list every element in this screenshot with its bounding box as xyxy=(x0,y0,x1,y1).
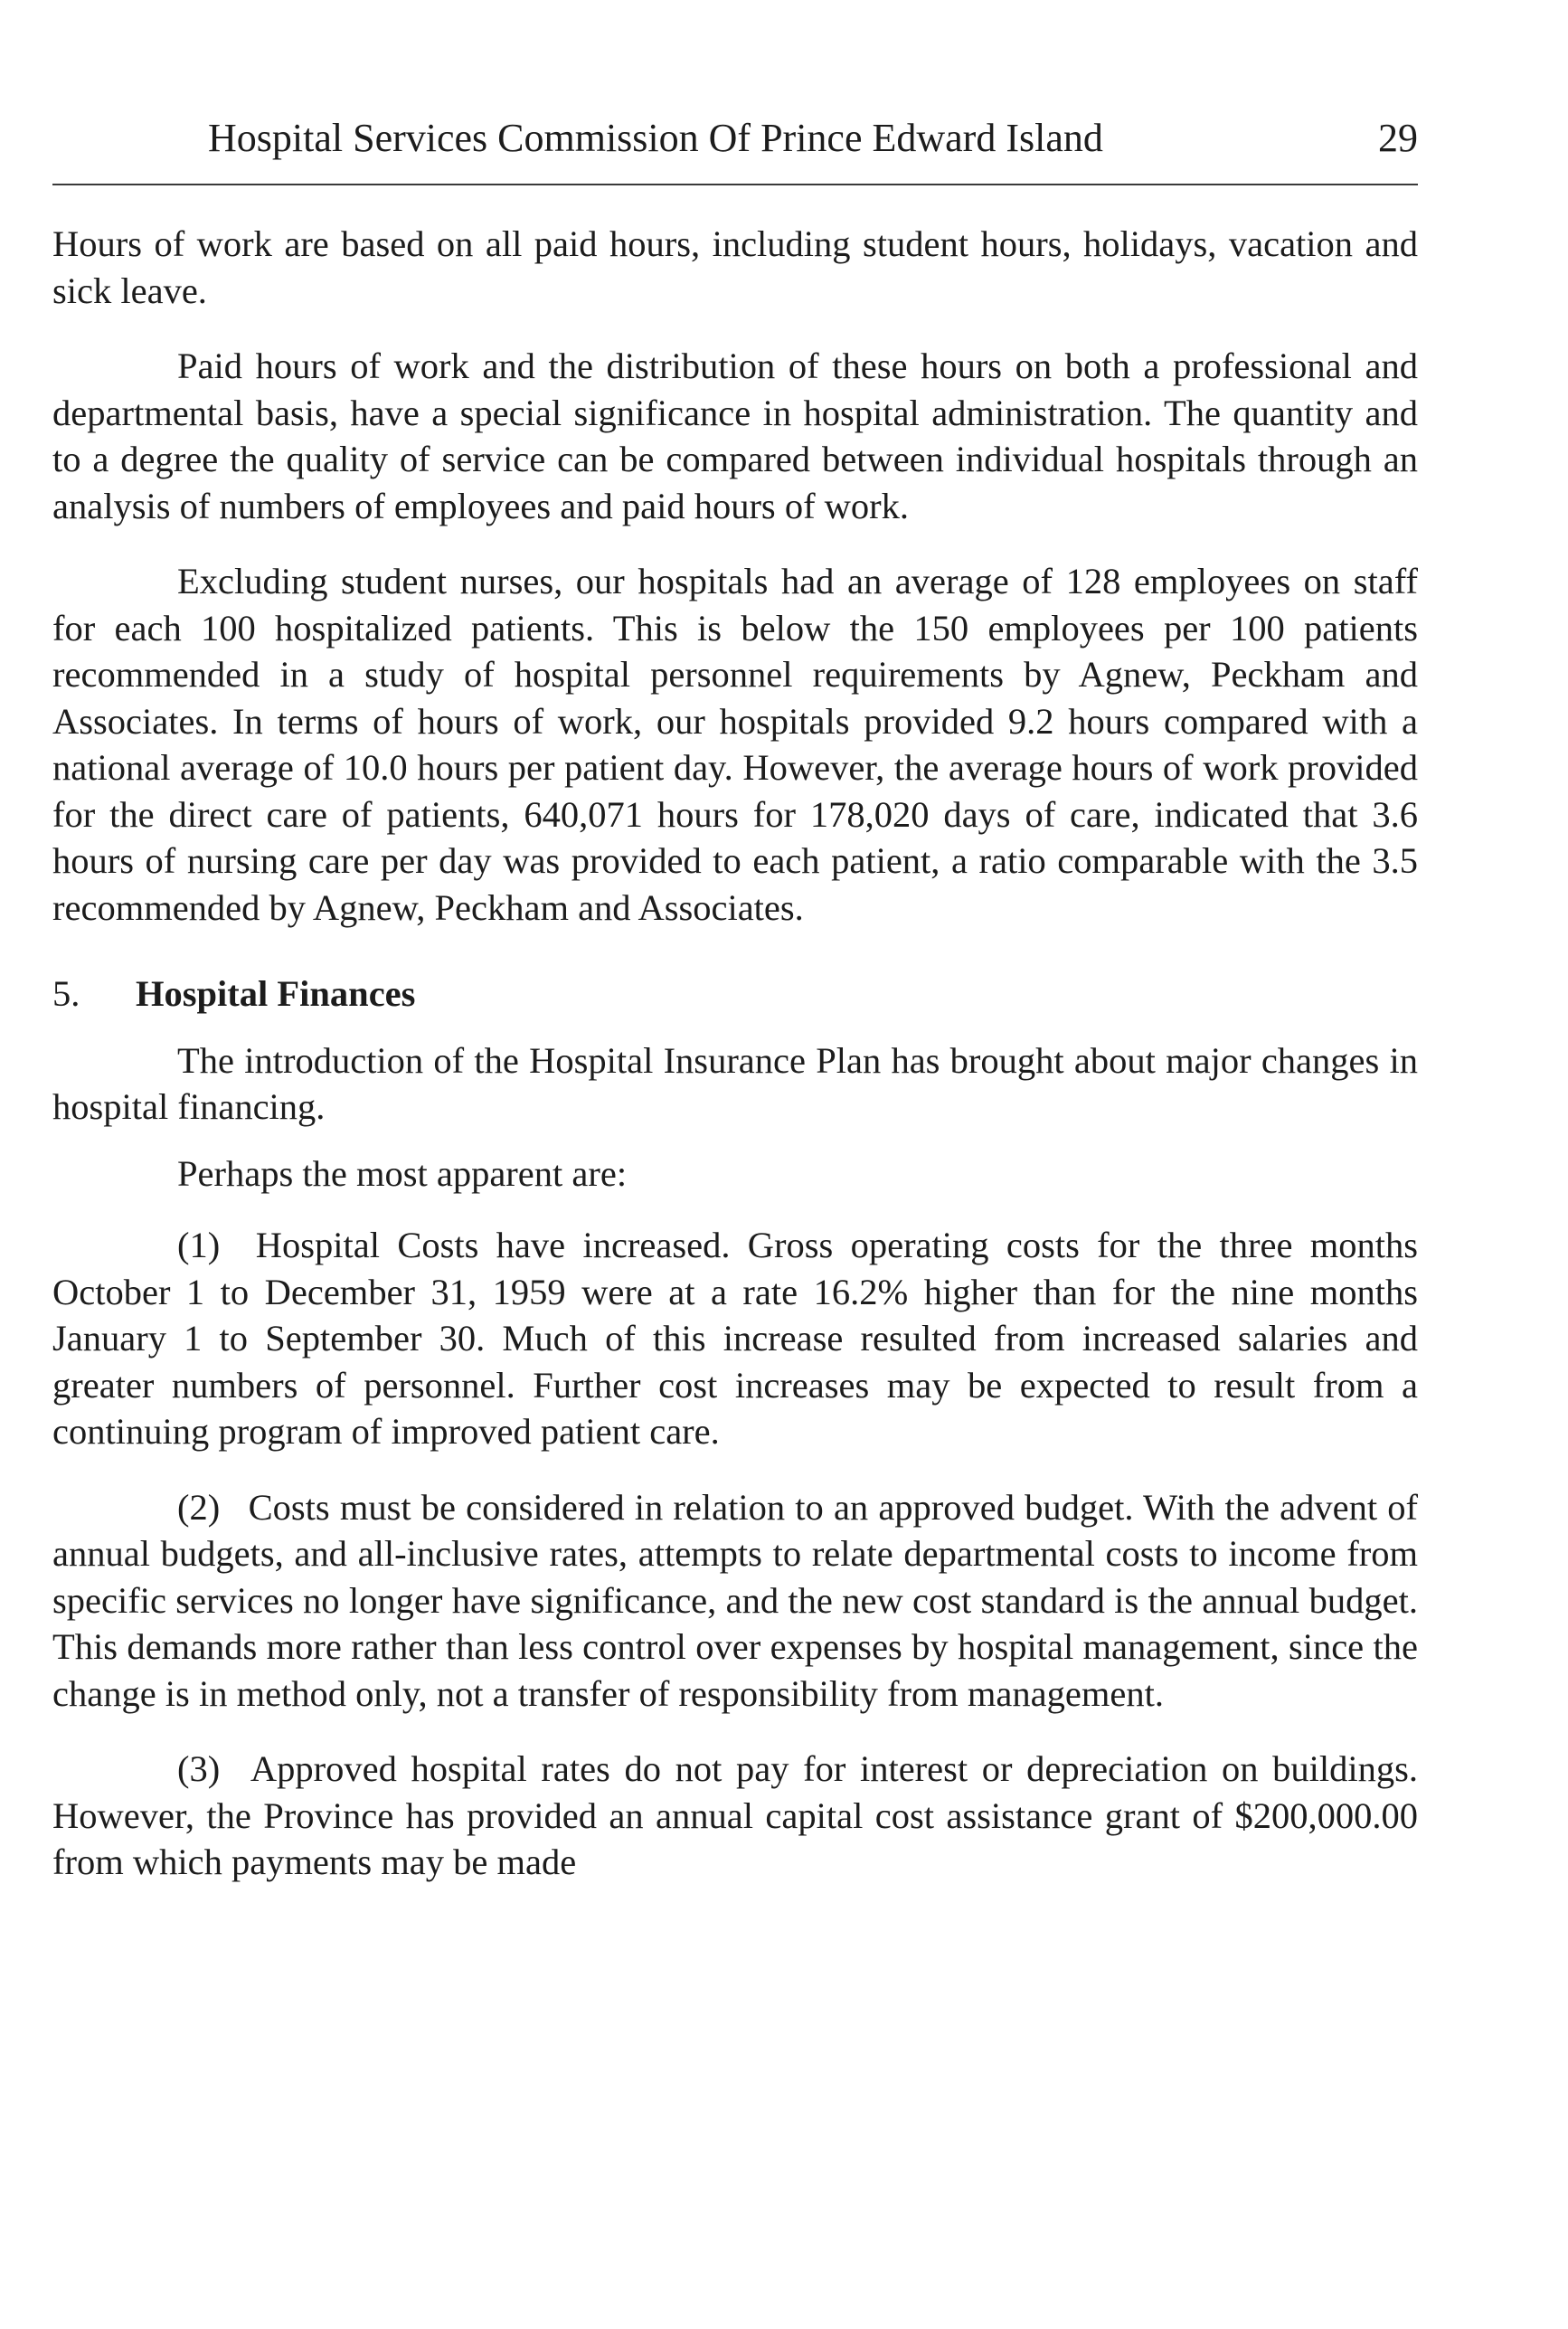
section-heading xyxy=(52,970,1418,1018)
running-title: Hospital Services Commission Of Prince Edward Island xyxy=(208,116,1103,160)
list-item-approved-budget: (2) Costs must be considered in relation to an approved budget. With the advent of annual budgets, and all-inclusive rates, attempts to relate departmental costs to income from specific services no longer have significance, and the new cost standard is the annual budget. This demands more rather than less control over expenses by hospital management, since the change is in method only, not a transfer of responsibility from management. xyxy=(52,1486,1418,1714)
list-item-approved-rates: (3) Approved hospital rates do not pay for interest or depreciation on buildings. However, the Province has provided an annual capital cost assistance grant of $200,000.00 from which payments may be made xyxy=(52,1748,1418,1882)
paragraph-paid-hours: Paid hours of work and the distribution of these hours on both a professional and departmental basis, have a special significance in hospital administration. The quantity and to a degree the quality of service can be compared between individual hospitals through an analysis of numbers of employees and paid hours of work. xyxy=(52,346,1418,526)
header-rule xyxy=(52,184,1418,185)
section-number: 5. xyxy=(52,973,80,1014)
paragraph-finances-intro: The introduction of the Hospital Insurance Plan has brought about major changes in hospital financing. xyxy=(52,1039,1418,1127)
section-title: Hospital Finances xyxy=(136,973,416,1014)
paragraph-hours-of-work: Hours of work are based on all paid hours, including student hours, holidays, vacation and sick leave. xyxy=(52,223,1418,311)
page-number: 29 xyxy=(1378,116,1418,160)
paragraph-finances-lead: Perhaps the most apparent are: xyxy=(177,1152,628,1194)
list-item-hospital-costs: (1) Hospital Costs have increased. Gross operating costs for the three months October 1 to December 31, 1959 were at a rate 16.2% higher than for the nine months January 1 to September 30. Much of this increase resulted from increased salaries and greater numbers of personnel. Further cost increases may be expected to result from a continuing program of improved patient care. xyxy=(52,1225,1418,1452)
body-text xyxy=(52,221,1418,1886)
paragraph-staffing-ratios: Excluding student nurses, our hospitals had an average of 128 employees on staff for each 100 hospitalized patients. This is below the 150 employees per 100 patients recommended in a study of hospital personnel requirements by Agnew, Peckham and Associates. In terms of hours of work, our hospitals provided 9.2 hours compared with a national average of 10.0 hours per patient day. However, the average hours of work provided for the direct care of patients, 640,071 hours for 178,020 days of care, indicated that 3.6 hours of nursing care per day was provided to each patient, a ratio comparable with the 3.5 recommended by Agnew, Peckham and Associates. xyxy=(52,561,1418,928)
running-header xyxy=(52,107,1418,170)
